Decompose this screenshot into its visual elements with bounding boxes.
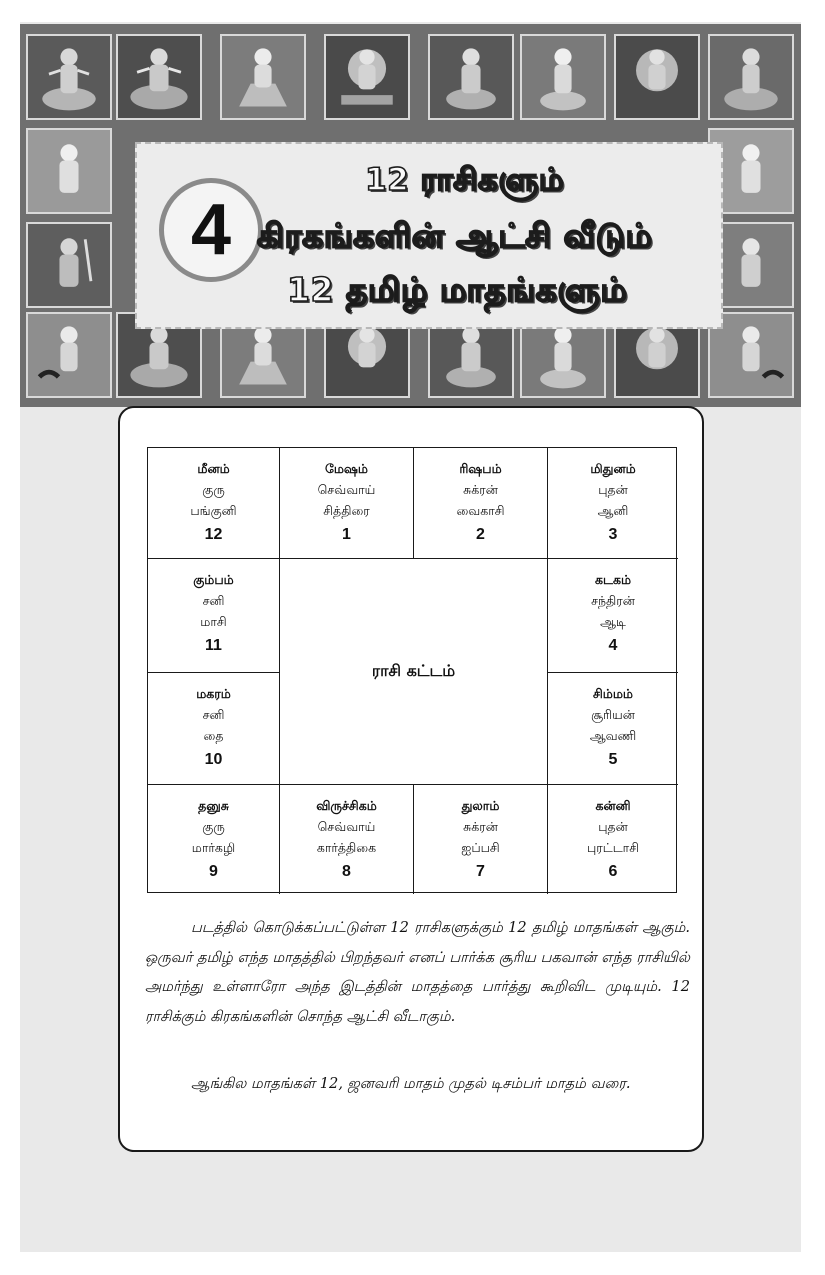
- rasi-name: மேஷம்: [325, 461, 368, 476]
- rasi-number: 6: [608, 863, 618, 880]
- deity-tile-image: [324, 34, 410, 120]
- chapter-title-line-2: கிரகங்களின் ஆட்சி வீடும்: [257, 216, 653, 255]
- rasi-cell: [414, 448, 548, 559]
- rasi-cell: [280, 785, 414, 894]
- rasi-planet: சுக்ரன்: [463, 819, 498, 834]
- chapter-title-line-3: 12 தமிழ் மாதங்களும்: [287, 270, 628, 309]
- rasi-planet: குரு: [202, 819, 225, 834]
- rasi-cell: [148, 559, 280, 673]
- rasi-name: மீனம்: [197, 461, 230, 476]
- rasi-month: கார்த்திகை: [316, 840, 377, 855]
- rasi-name: மிதுனம்: [590, 461, 636, 476]
- deity-tile-image: [708, 34, 794, 120]
- chapter-number: 4: [190, 190, 232, 270]
- rasi-name: கும்பம்: [193, 572, 234, 587]
- chart-center-label: ராசி கட்டம்: [280, 559, 548, 785]
- rasi-planet: செவ்வாய்: [317, 482, 376, 497]
- rasi-number: 11: [205, 637, 222, 654]
- rasi-cell: [548, 559, 678, 673]
- deity-tile-image: [614, 34, 700, 120]
- deity-tile-image: [26, 34, 112, 120]
- rasi-month: சித்திரை: [323, 503, 370, 518]
- rasi-number: 10: [204, 751, 223, 768]
- rasi-number: 8: [342, 863, 351, 880]
- rasi-name: தனுசு: [198, 798, 229, 813]
- chapter-number-badge: [159, 178, 263, 282]
- rasi-month: தை: [203, 728, 224, 743]
- deity-tile-image: [220, 34, 306, 120]
- rasi-name: ரிஷபம்: [459, 461, 502, 476]
- rasi-month: ஆனி: [597, 503, 629, 518]
- rasi-number: 7: [476, 863, 485, 880]
- rasi-planet: குரு: [202, 482, 225, 497]
- rasi-planet: சனி: [202, 707, 225, 722]
- rasi-chart: [147, 447, 677, 893]
- rasi-cell: [280, 448, 414, 559]
- chapter-title-line-1: 12 ராசிகளும்: [365, 162, 565, 198]
- content-card: [118, 406, 704, 1152]
- rasi-cell: [548, 785, 678, 894]
- rasi-planet: சூரியன்: [591, 707, 635, 722]
- rasi-number: 4: [608, 637, 618, 654]
- rasi-cell: [414, 785, 548, 894]
- rasi-planet: செவ்வாய்: [317, 819, 376, 834]
- rasi-name: கன்னி: [595, 798, 631, 813]
- rasi-planet: சுக்ரன்: [463, 482, 498, 497]
- rasi-planet: சந்திரன்: [591, 593, 635, 608]
- rasi-cell: [548, 673, 678, 785]
- rasi-month: ஆவணி: [589, 728, 637, 743]
- rasi-name: விருச்சிகம்: [316, 798, 377, 813]
- rasi-cell: [148, 448, 280, 559]
- rasi-planet: புதன்: [598, 819, 628, 834]
- deity-tile-image: [428, 34, 514, 120]
- rasi-month: வைகாசி: [456, 503, 505, 518]
- rasi-number: 1: [342, 526, 351, 543]
- header-banner: [20, 24, 801, 407]
- body-paragraph-2: ஆங்கில மாதங்கள் 12, ஜனவரி மாதம் முதல் டிசம்பர் மாதம் வரை.: [191, 1075, 631, 1092]
- rasi-cell: [148, 673, 280, 785]
- rasi-planet: சனி: [202, 593, 225, 608]
- rasi-month: ஐப்பசி: [461, 840, 500, 855]
- rasi-number: 5: [608, 751, 618, 768]
- rasi-cell: [148, 785, 280, 894]
- deity-tile-image: [116, 34, 202, 120]
- rasi-month: மாசி: [200, 614, 227, 629]
- rasi-month: புரட்டாசி: [587, 840, 639, 855]
- rasi-number: 12: [204, 526, 223, 543]
- deity-tile-image: [26, 312, 112, 398]
- deity-tile-image: [520, 34, 606, 120]
- rasi-name: துலாம்: [461, 798, 500, 813]
- deity-tile-image: [26, 128, 112, 214]
- body-paragraph-1: படத்தில் கொடுக்கப்பட்டுள்ள 12 ராசிகளுக்கும் 12 தமிழ் மாதங்கள் ஆகும். ஒருவர் தமிழ் எந்த மாதத்தில் பிறந்தவர் எனப் பார்க்க சூரிய பகவான் எந்த ராசியில் அமர்ந்து உள்ளாரோ அந்த இடத்தின் மாதத்தை பார்த்து கூறிவிட முடியும். 12 ராசிக்கும் கிரகங்களின் சொந்த ஆட்சி வீடாகும்.: [145, 919, 690, 1025]
- deity-tile-image: [26, 222, 112, 308]
- rasi-month: பங்குனி: [190, 503, 237, 518]
- rasi-number: 9: [209, 863, 218, 880]
- rasi-name: மகரம்: [196, 686, 231, 701]
- rasi-month: மார்கழி: [191, 840, 236, 855]
- rasi-name: கடகம்: [595, 572, 631, 587]
- rasi-cell: [548, 448, 678, 559]
- rasi-planet: புதன்: [598, 482, 628, 497]
- rasi-number: 3: [608, 526, 618, 543]
- rasi-number: 2: [476, 526, 485, 543]
- chapter-title-box: [135, 142, 723, 329]
- rasi-name: சிம்மம்: [593, 686, 633, 701]
- rasi-month: ஆடி: [600, 614, 626, 629]
